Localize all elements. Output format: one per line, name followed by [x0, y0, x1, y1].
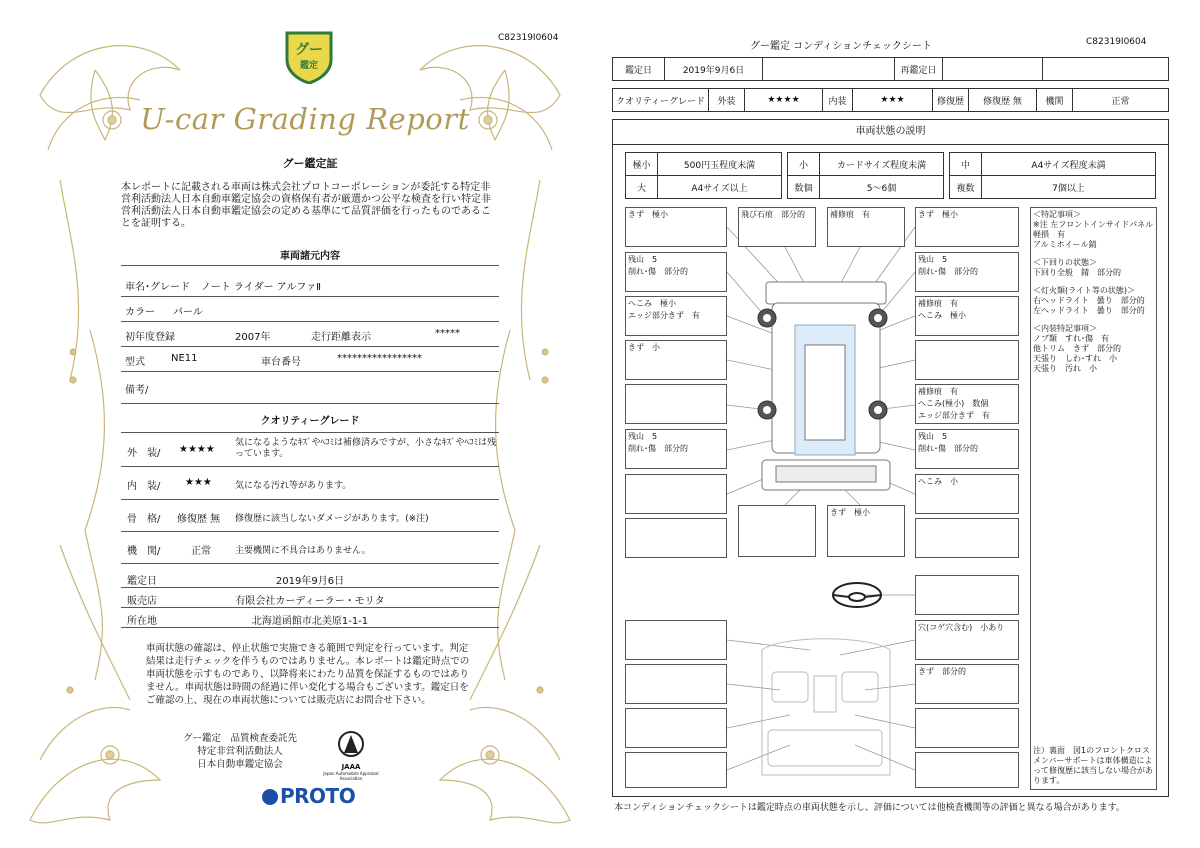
note-line: 左ヘッドライト 曇り 部分的	[1033, 306, 1145, 315]
note-line: ＜特記事項＞	[1033, 210, 1081, 219]
exterior-label: 外装	[709, 89, 745, 112]
damage-line: へこみ(極小) 数個	[918, 399, 989, 408]
assoc-line: 日本自動車鑑定協会	[197, 759, 283, 770]
grade-comment: 主要機関に不具合はありません。	[235, 546, 371, 556]
script-title: U-car Grading Report	[140, 102, 470, 136]
grade-value: ★★★★	[179, 444, 215, 455]
intro-paragraph: 本レポートに記載される車両は株式会社プロトコーポレーションが委託する特定非営利活動法人日本自動車鑑定協会の資格保有者が厳選かつ公平な検査を行い特定非営利活動法人日本自動車鑑定協会の定める基準にて品質評価を行ったものであることを証明する。	[121, 182, 491, 229]
certificate-title: グー鑑定証	[282, 157, 338, 170]
damage-box-left-rear-door: きず 小	[625, 340, 727, 380]
grade-comment: 気になるようなｷｽﾞやﾍｺﾐは補修済みですが、小さなｷｽﾞやﾍｺﾐは残っています。	[235, 438, 497, 459]
damage-box-rear-right-quarter: へこみ 小	[915, 474, 1019, 514]
legend-cell: 中	[950, 153, 982, 176]
legend-cell: カードサイズ程度未満	[820, 153, 944, 176]
name-value: ノート ライダー アルファⅡ	[201, 282, 322, 293]
damage-box-front-left-fender: きず 極小	[625, 207, 727, 247]
engine-value: 正常	[1073, 89, 1169, 112]
chassis-value: *****************	[337, 353, 422, 364]
spec-row-model	[121, 347, 499, 372]
legend-cell: 500円玉程度未満	[658, 153, 782, 176]
jaaa-sub: Japan Automobile Appraisal Association	[323, 771, 379, 781]
damage-line: エッジ部分きず 有	[628, 311, 700, 320]
first-reg-label: 初年度登録	[125, 332, 175, 343]
damage-box-interior-2: 穴(コゲ穴含む) 小あり	[915, 620, 1019, 660]
tire-damage: 削れ･傷 部分的	[628, 444, 688, 453]
steering-wheel-icon	[833, 583, 881, 607]
damage-box-front-left-tire	[625, 252, 727, 292]
color-label: カラー	[125, 307, 155, 318]
appraisal-date-row	[121, 568, 499, 588]
note-line: ＜内装特記事項＞	[1033, 324, 1097, 333]
grade-row-exterior	[121, 433, 499, 467]
location-label: 所在地	[127, 616, 157, 627]
legend-cell: 大	[626, 176, 658, 199]
grade-row-frame	[121, 500, 499, 532]
note-line: ※注 左フロントインサイドパネル	[1033, 220, 1154, 229]
dealer-name: 有限会社カーディーラー・モリタ	[235, 596, 385, 607]
special-notes	[1030, 207, 1157, 790]
tire-tread: 残山 5	[918, 432, 948, 441]
damage-line: へこみ 極小	[628, 299, 676, 308]
date-label: 鑑定日	[613, 58, 665, 81]
quality-heading: クオリティーグレード	[260, 416, 360, 427]
sheet-code: C82319I0604	[1086, 37, 1147, 47]
first-reg-value: 2007年	[235, 332, 271, 343]
location: 北海道函館市北美原1-1-1	[251, 616, 369, 627]
tire-damage: 削れ･傷 部分的	[918, 267, 978, 276]
damage-box-interior-6	[915, 708, 1019, 748]
note-line: ＜下回りの状態＞	[1033, 258, 1097, 267]
tire-tread: 残山 5	[628, 255, 658, 264]
spec-row-name	[121, 271, 499, 297]
exterior-value: ★★★★	[745, 89, 823, 112]
goo-appraisal-badge	[283, 30, 335, 84]
grade-comment: 気になる汚れ等があります。	[235, 481, 352, 491]
damage-box-right-front-door	[915, 296, 1019, 336]
proto-mark-icon	[262, 789, 278, 805]
note-line: 軽損 有	[1033, 230, 1065, 239]
damage-box-interior-8	[915, 752, 1019, 788]
legend-cell: 数個	[788, 176, 820, 199]
damage-line: 補修痕 有	[918, 299, 958, 308]
damage-box-interior-1	[625, 620, 727, 660]
damage-box-right-rear-panel	[915, 384, 1019, 424]
tire-damage: 削れ･傷 部分的	[918, 444, 978, 453]
name-label: 車名･グレード	[125, 282, 190, 293]
remarks-label: 備考/	[125, 385, 149, 396]
note-line: アルミホイール錆	[1033, 240, 1097, 249]
spec-row-color	[121, 297, 499, 322]
jaaa-emblem-icon	[336, 729, 366, 759]
tire-tread: 残山 5	[628, 432, 658, 441]
dealer-label: 販売店	[127, 596, 157, 607]
quality-label: クオリティーグレード	[613, 89, 709, 112]
grade-value: 正常	[191, 546, 211, 557]
grade-row-interior	[121, 467, 499, 500]
mileage-label: 走行距離表示	[311, 332, 371, 343]
report-code: C82319I0604	[498, 33, 559, 43]
jaaa-label: JAAA	[341, 763, 361, 771]
interior-value: ★★★	[853, 89, 933, 112]
grade-value: ★★★	[185, 477, 212, 488]
bottom-disclaimer: 本コンディションチェックシートは鑑定時点の車両状態を示し、評価については他検査機関等の評価と異なる場合があります。	[614, 803, 1125, 813]
damage-line: へこみ 極小	[918, 311, 966, 320]
damage-box-windshield: 飛び石痕 部分的	[738, 207, 816, 247]
grade-comment: 修復歴に該当しないダメージがあります。(※注)	[235, 514, 429, 524]
damage-box-front-right-fender: きず 極小	[915, 207, 1019, 247]
legend-cell: A4サイズ以上	[658, 176, 782, 199]
model-value: NE11	[171, 353, 198, 364]
mileage-value: *****	[435, 328, 460, 339]
badge-line1: グー	[295, 42, 323, 58]
notes-footer: 注）裏面 図1のフロントクロスメンバーサポートは車体構造によって修復歴に該当しない場合があります。	[1033, 746, 1153, 785]
date-value: 2019年9月6日	[665, 58, 763, 81]
proto-wordmark: PROTO	[280, 784, 356, 808]
damage-box-rear-gate	[738, 505, 816, 557]
note-line: 下回り全般 錆 部分的	[1033, 268, 1121, 277]
legend-cell: 7個以上	[982, 176, 1156, 199]
sheet-title: グー鑑定 コンディションチェックシート	[750, 41, 932, 52]
location-row	[121, 608, 499, 628]
damage-box-rear-left-tire	[625, 429, 727, 469]
color-value: パール	[173, 307, 203, 318]
grade-label: 外 装/	[127, 448, 161, 459]
repair-label: 修復歴	[933, 89, 969, 112]
note-line: ノブ類 すれ･傷 有	[1033, 334, 1109, 343]
badge-line2: 鑑定	[299, 61, 319, 71]
spec-row-registration	[121, 322, 499, 347]
legend-cell: 小	[788, 153, 820, 176]
grade-label: 骨 格/	[127, 514, 161, 525]
reappraisal-label: 再鑑定日	[895, 58, 943, 81]
note-line: 天張り しわ･すれ 小	[1033, 354, 1117, 363]
legend-cell: A4サイズ程度未満	[982, 153, 1156, 176]
appraisal-date: 2019年9月6日	[275, 576, 345, 587]
note-line: ＜灯火類(ライト等の状態)＞	[1033, 286, 1136, 295]
damage-box-rear-left-bumper	[625, 518, 727, 558]
damage-box-interior-4: きず 部分的	[915, 664, 1019, 704]
grade-row-engine	[121, 532, 499, 564]
note-line: 天張り 汚れ 小	[1033, 364, 1097, 373]
footer-note: 車両状態の確認は、停止状態で実施できる範囲で判定を行っています。判定結果は走行チェックを伴うものではありません。本レポートは鑑定時点での車両状態を示すものであり、以降将来にわたり品質を保証するものではありません。車両状態は時間の経過に伴い変化する場合もございます。鑑定日をご確認の上、現在の車両状態については販売店にお問合せ下さい。	[146, 643, 470, 706]
vehicle-state-heading: 車両状態の説明	[612, 119, 1169, 145]
damage-box-rear-right-tire	[915, 429, 1019, 469]
grade-label: 内 装/	[127, 481, 161, 492]
legend-cell: 極小	[626, 153, 658, 176]
note-line: 右ヘッドライト 曇り 部分的	[1033, 296, 1145, 305]
damage-box-rear-left-quarter	[625, 474, 727, 514]
damage-box-interior-3	[625, 664, 727, 704]
damage-box-interior-7	[625, 752, 727, 788]
damage-box-left-rear-panel	[625, 384, 727, 424]
note-line: 他トリム きず 部分的	[1033, 344, 1121, 353]
tire-damage: 削れ･傷 部分的	[628, 267, 688, 276]
appraisal-date-label: 鑑定日	[127, 576, 157, 587]
assoc-line: グー鑑定 品質検査委託先	[182, 733, 297, 744]
damage-line: 補修痕 有	[918, 387, 958, 396]
dealer-row	[121, 588, 499, 608]
spec-heading: 車両諸元内容	[280, 251, 340, 262]
condition-check-sheet	[600, 0, 1200, 848]
legend-cell: 複数	[950, 176, 982, 199]
damage-box-interior-5	[625, 708, 727, 748]
chassis-label: 車台番号	[261, 357, 301, 368]
engine-label: 機関	[1037, 89, 1073, 112]
model-label: 型式	[125, 357, 145, 368]
repair-value: 修復歴 無	[969, 89, 1037, 112]
grade-value: 修復歴 無	[177, 514, 221, 525]
grade-label: 機 関/	[127, 546, 161, 557]
damage-box-rear-bumper: きず 極小	[827, 505, 905, 557]
damage-box-rear-right-bumper	[915, 518, 1019, 558]
damage-box-left-front-door	[625, 296, 727, 336]
damage-line: エッジ部分きず 有	[918, 411, 990, 420]
tire-tread: 残山 5	[918, 255, 948, 264]
assoc-line: 特定非営利活動法人	[197, 746, 283, 757]
damage-box-front-right-tire	[915, 252, 1019, 292]
damage-box-dashboard	[915, 575, 1019, 615]
legend-cell: 5～6個	[820, 176, 944, 199]
damage-box-hood: 補修痕 有	[827, 207, 905, 247]
interior-label: 内装	[823, 89, 853, 112]
association-block	[175, 732, 305, 771]
jaaa-logo	[316, 729, 386, 781]
proto-logo	[262, 784, 355, 808]
damage-box-right-rear-door	[915, 340, 1019, 380]
spec-row-remarks	[121, 372, 499, 404]
